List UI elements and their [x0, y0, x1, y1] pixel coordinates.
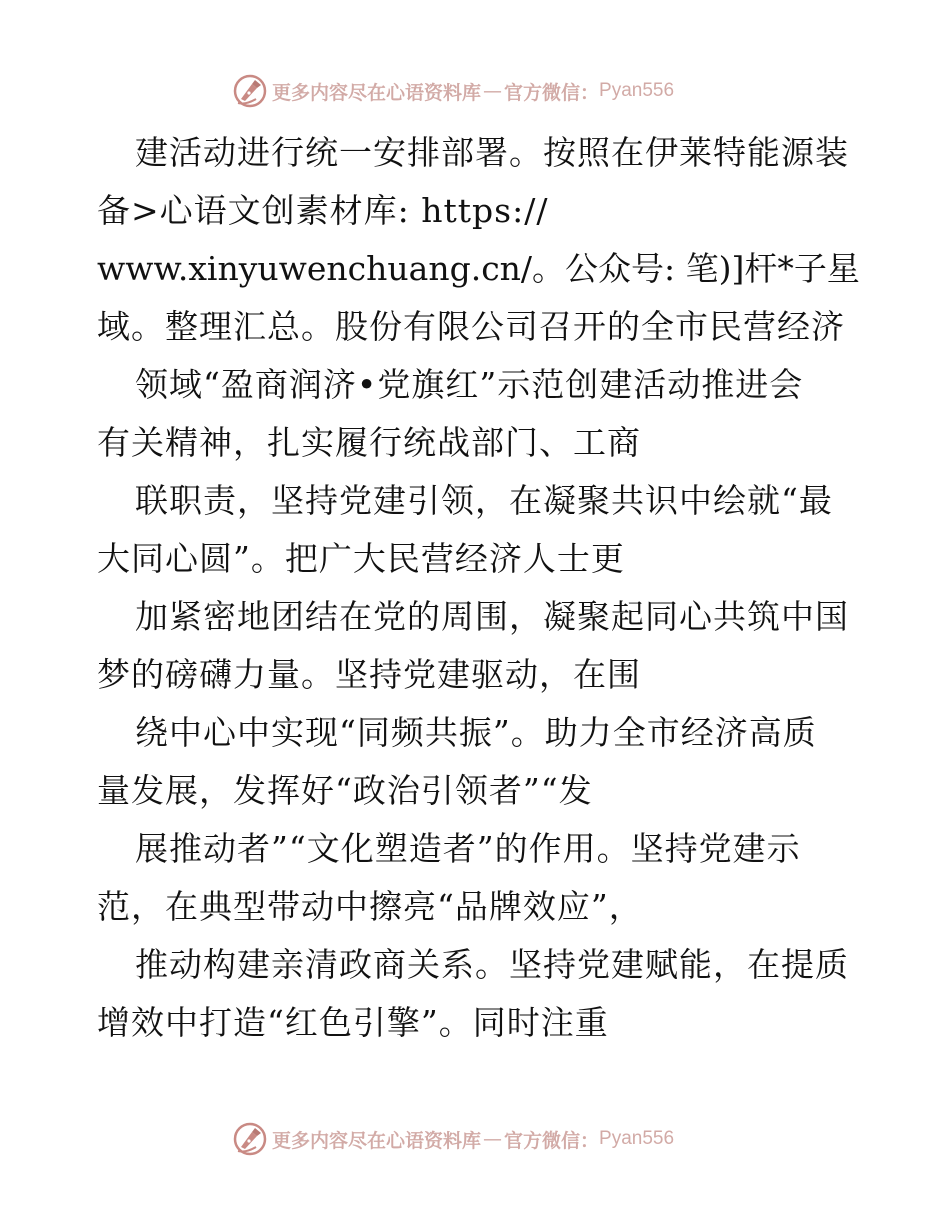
body-line: 绕中心中实现“同频共振”。助力全市经济高质	[135, 713, 817, 752]
body-line: 建活动进行统一安排部署。按照在伊莱特能源装	[135, 133, 849, 172]
banner-wechat-id: Pyan556	[599, 1128, 675, 1149]
body-line: 范，在典型带动中擦亮“品牌效应”，	[97, 887, 643, 926]
body-line: 有关精神，扎实履行统战部门、工商	[97, 423, 641, 462]
pen-nib-logo-icon	[232, 73, 268, 109]
body-line: 加紧密地团结在党的周围，凝聚起同心共筑中国	[135, 597, 849, 636]
header-banner	[232, 71, 674, 111]
body-line: www.xinyuwenchuang.cn/。公众号: 笔)]杆*子星	[97, 249, 860, 288]
body-line: 梦的磅礴力量。坚持党建驱动，在围	[97, 655, 641, 694]
body-line: 域。整理汇总。股份有限公司召开的全市民营经济	[97, 307, 845, 346]
banner-separator: —	[483, 1128, 503, 1150]
body-line: 量发展，发挥好“政治引领者”“发	[97, 771, 593, 810]
footer-banner	[232, 1119, 674, 1159]
banner-wechat-label: 官方微信：	[504, 81, 600, 104]
document-body	[97, 124, 860, 1052]
banner-wechat-label: 官方微信：	[504, 1129, 600, 1152]
body-line: 备>心语文创素材库: https://	[97, 191, 549, 230]
pen-nib-logo-icon	[232, 1121, 268, 1157]
banner-wechat-id: Pyan556	[599, 80, 675, 101]
banner-separator: —	[483, 80, 503, 102]
body-line: 联职责，坚持党建引领，在凝聚共识中绘就“最	[135, 481, 833, 520]
banner-title: 更多内容尽在心语资料库	[272, 81, 482, 104]
body-line: 领域“盈商润济•党旗红”示范创建活动推进会	[135, 365, 804, 404]
body-line: 增效中打造“红色引擎”。同时注重	[97, 1003, 609, 1042]
body-line: 大同心圆”。把广大民营经济人士更	[97, 539, 625, 578]
banner-title: 更多内容尽在心语资料库	[272, 1129, 482, 1152]
body-line: 展推动者”“文化塑造者”的作用。坚持党建示	[135, 829, 801, 868]
body-line: 推动构建亲清政商关系。坚持党建赋能，在提质	[135, 945, 849, 984]
